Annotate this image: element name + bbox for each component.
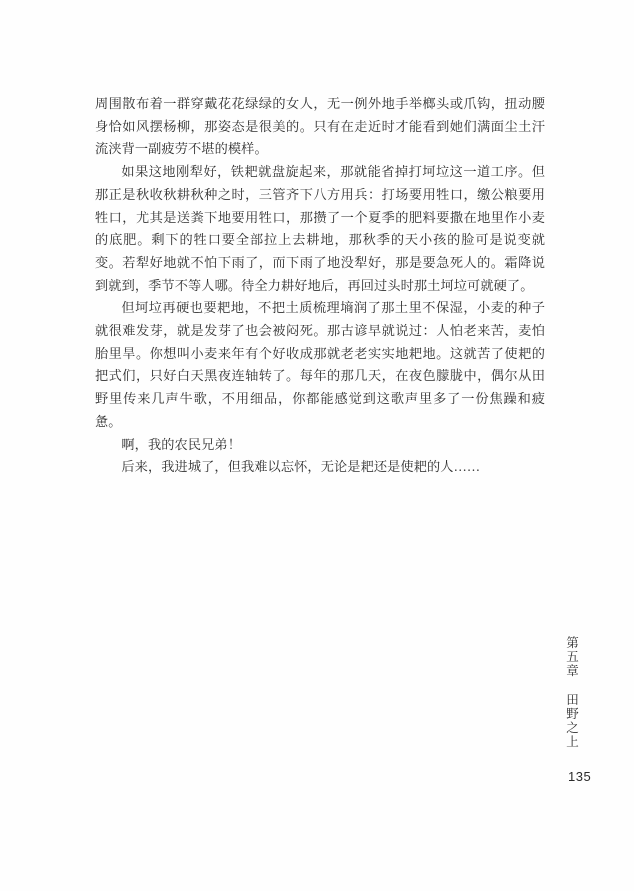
chapter-sidebar	[565, 636, 578, 749]
body-text	[95, 93, 545, 479]
page-number: 135	[568, 769, 592, 784]
paragraph-3: 但坷垃再硬也要耙地，不把土质梳理墒润了那土里不保湿，小麦的种子就很难发芽，就是发芽了也会被闷死。那古谚早就说过：人怕老来苦，麦怕胎里旱。你想叫小麦来年有个好收成那就老老实实地耙地。这就苦了使耙的把式们，只好白天黑夜连轴转了。每年的那几天，在夜色朦胧中，偶尔从田野里传来几声牛歌，不用细品，你都能感觉到这歌声里多了一份焦躁和疲惫。	[95, 300, 545, 429]
paragraph-2: 如果这地刚犁好，铁耙就盘旋起来，那就能省掉打坷垃这一道工序。但那正是秋收秋耕秋种之时，三管齐下八方用兵：打场要用牲口，缴公粮要用牲口，尤其是送粪下地要用牲口，那攒了一个夏季的肥料要撒在地里作小麦的底肥。剩下的牲口要全部拉上去耕地，那秋季的天小孩的脸可是说变就变。若犁好地就不怕下雨了，而下雨了地没犁好，那是要急死人的。霜降说到就到，季节不等人哪。待全力耕好地后，再回过头时那土坷垃可就硬了。	[95, 164, 545, 293]
paragraph-5: 后来，我进城了，但我难以忘怀，无论是耙还是使耙的人……	[121, 459, 481, 475]
paragraph-1: 周围散布着一群穿戴花花绿绿的女人，无一例外地手举榔头或爪钩，扭动腰身恰如风摆杨柳，那姿态是很美的。只有在走近时才能看到她们满面尘土汗流浃背一副疲劳不堪的模样。	[95, 96, 545, 157]
paragraph-4: 啊，我的农民兄弟！	[121, 436, 241, 452]
chapter-title: 田野之上	[564, 693, 579, 749]
chapter-number: 第五章	[564, 636, 579, 678]
